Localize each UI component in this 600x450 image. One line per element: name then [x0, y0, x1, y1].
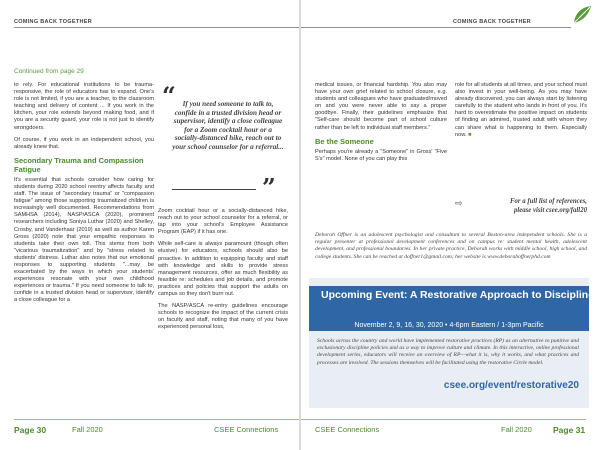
- paragraph: Of course, if you work in an independent school, you already knew that.: [14, 136, 154, 150]
- paragraph: medical issues, or financial hardship. You also may have your own grief related to school closure, e.g. students and colleagues who have graduated/moved on and you were never able to say a proper goodbye. Finally, their guidelines emphasize that "Self-care should become part of school culture rather than be left to individual staff members.": [315, 82, 447, 131]
- pull-quote: [162, 81, 284, 202]
- ad-title: Upcoming Event: A Restorative Approach to Discipline: [321, 289, 595, 301]
- quote-rule: [172, 189, 256, 190]
- right-column-2: [455, 82, 587, 144]
- end-mark-icon: ■: [468, 131, 472, 138]
- footer-publication: CSEE Connections: [214, 425, 279, 434]
- left-column-1: [14, 82, 154, 310]
- leaf-logo-icon: [571, 4, 593, 26]
- open-quote-icon: “: [162, 81, 176, 110]
- section-heading: Be the Someone: [315, 136, 374, 146]
- ad-url-link[interactable]: csee.org/event/restorative20: [443, 380, 579, 391]
- right-page: [301, 0, 600, 450]
- author-bio: Deborah Offner is an adolescent psychologist and consultant to several Boston-area independent schools. She is a regular presenter at professional development conferences and on campus re: student mental health, adolescent development, and professional boundaries. In her private practice, Deborah works with middle school, high school, and college students. She can be reached at doffner1@gmail.com; her website is www.deborahoffnerphd.com: [315, 232, 587, 260]
- paragraph: Perhaps you're already a "Someone" in Gross' "Five S's" model. None of you can play this: [315, 148, 447, 162]
- event-ad: [309, 278, 595, 408]
- left-page: [0, 0, 299, 450]
- footer-rule: [301, 419, 586, 420]
- ad-dates: November 2, 9, 16, 30, 2020 • 4-6pm Eastern / 1-3pm Pacific: [354, 322, 544, 329]
- section-heading: Secondary Trauma and Compassion Fatigue: [14, 155, 144, 174]
- arrow-right-icon: ⇨: [455, 198, 463, 208]
- footer-page-number: Page 31: [553, 425, 586, 435]
- paragraph: The NASP/ASCA re-entry guidelines encourage schools to recognize the impact of the current crisis on faculty and staff, noting that many of you have experienced personal loss,: [158, 303, 288, 331]
- continued-line: Continued from page 29: [14, 68, 84, 75]
- footer-season: Fall 2020: [501, 425, 532, 434]
- header-rule: [14, 27, 299, 28]
- close-quote-icon: ”: [262, 173, 276, 202]
- paragraph: Zoom cocktail hour or a socially-distanced hike, reach out to your school counselor for a referral, or tap into your school's Employee Assistance Program (EAP) if it has one.: [158, 208, 288, 236]
- running-head: COMING BACK TOGETHER: [14, 19, 93, 25]
- paragraph: While self-care is always paramount (though often elusive) for educators, schools should also be proactive. In addition to equipping faculty and staff with knowledge and skills to provide stress management resources, offer as much flexibility as feasible re: schedules and job details, and promote practices and policies that support the adults on campus so they don't burn out.: [158, 241, 288, 298]
- references-note: For a full list of references, please visit csee.org/fall20: [509, 198, 587, 214]
- ad-description: Schools across the country and world have implemented restorative practices (RP) as an alternative to punitive and exclusionary discipline policies and as a way to improve culture and climate. In this interactive, online professional development series, educators will receive an overview of RP—what it is, why it works, and what practices and processes are involved. The sessions themselves will be facilitated using the restorative Circle model.: [317, 338, 579, 366]
- left-column-2: [158, 208, 288, 337]
- running-head: COMING BACK TOGETHER: [453, 19, 532, 25]
- footer-season: Fall 2020: [72, 425, 103, 434]
- paragraph: role for all students at all times, and your school must also invest in your well-being. As you may have already discovered, you can always start by listening carefully to the student who lands in front of you. It's hard to overestimate the positive impact on students of finding an admired, trusted adult with whom they can share what is happening to them. Especially now. ■: [455, 82, 587, 138]
- right-column-1: [315, 82, 447, 168]
- header-rule: [301, 27, 571, 28]
- footer-page-number: Page 30: [14, 425, 47, 435]
- paragraph: to rely. For educational institutions to be trauma-responsive, the role of educators has to expand. One's role is not limited, if you are a teacher, to the classroom teaching and delivery of content ... If you work in the kitchen, your role extends beyond making food, and if you are a security guard, your role is not just to identify wrongdoers.: [14, 82, 154, 131]
- pull-quote-text: If you need someone to talk to, confide in a trusted division head or supervisor, identify a close colleague for a Zoom cocktail hour or a socially-distanced hike, reach out to your school counselor for a referral...: [172, 100, 284, 151]
- footer-publication: CSEE Connections: [315, 425, 380, 434]
- footer-rule: [14, 419, 299, 420]
- paragraph: It's essential that schools consider how caring for students during 2020 school reentry affects faculty and staff. The issue of "secondary trauma" or "compassion fatigue" among those supporting traumatized children is increasingly well documented. Recommendations from SAMHSA (2014), NASP/ASCA (2020), prominent researchers including Soniya Luthar (2020) and Shelley, Crosby, and Vanderhaar (2019) as well as author Karen Gross (2020) note that your empathic responses to students take their own toll. This stems from both "vicarious traumatization" and by "stress related to students' distress. Luthar also notes that our emotional responses to supporting students "...may be exacerbated by the ways in which your students' experiences resonate with your own childhood experiences or trauma." If you need someone to talk to, confide in a trusted division head or supervisor, identify a close colleague for a: [14, 176, 154, 304]
